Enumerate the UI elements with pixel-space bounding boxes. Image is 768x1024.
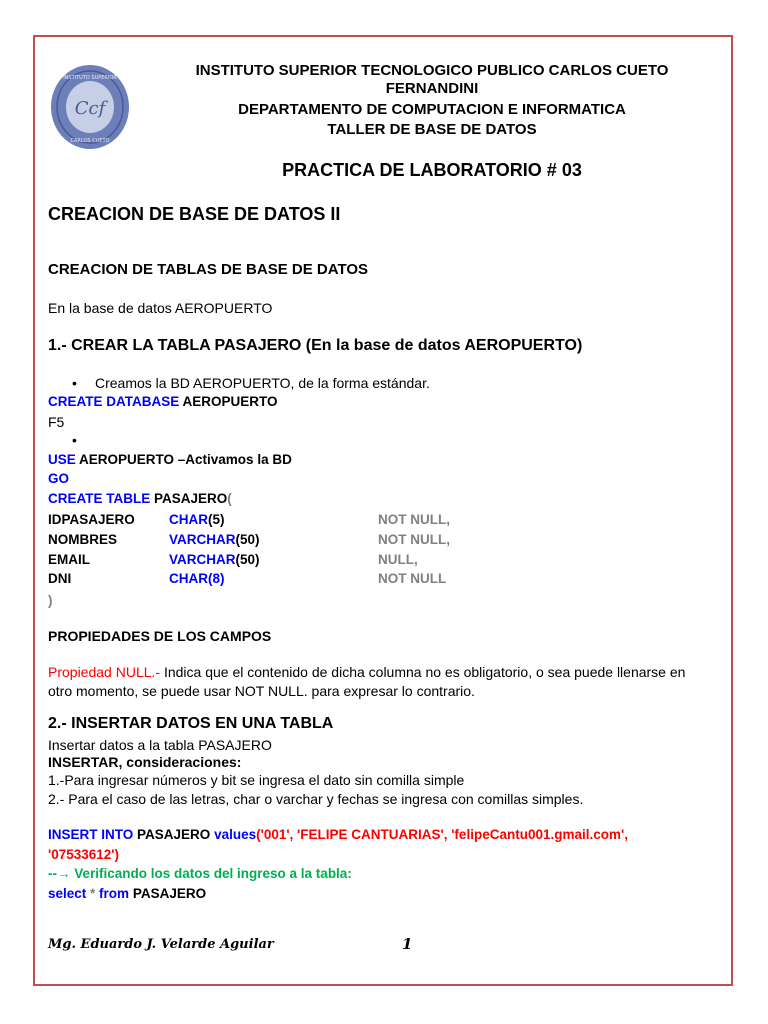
column-name: EMAIL (48, 552, 90, 567)
select-line: select * from PASAJERO (48, 886, 207, 901)
open-paren: ( (227, 491, 232, 506)
page-number: 1 (402, 935, 413, 953)
close-paren: ) (48, 593, 53, 608)
use-line (48, 452, 292, 467)
use-rest: AEROPUERTO –Activamos la BD (79, 452, 292, 467)
bullet-text: Creamos la BD AEROPUERTO, de la forma estándar. (95, 375, 430, 391)
step2-line-3: 1.-Para ingresar números y bit se ingresa el dato sin comilla simple (48, 772, 465, 788)
keyword-values: values (214, 827, 257, 842)
practice-title: PRACTICA DE LABORATORIO # 03 (282, 160, 582, 180)
column-name: NOMBRES (48, 532, 118, 547)
null-property-line-1: Propiedad NULL.- Indica que el contenido de dicha columna no es obligatorio, o sea puede llenarse en (48, 664, 686, 680)
step2-line-2: INSERTAR, consideraciones: (48, 754, 242, 770)
column-constraint: NOT NULL, (378, 512, 450, 527)
column-constraint: NOT NULL, (378, 532, 450, 547)
header-line-4: TALLER DE BASE DE DATOS (327, 121, 537, 138)
keyword-insert-into: INSERT INTO (48, 827, 134, 842)
bullet-marker-empty: • (72, 432, 77, 448)
keyword-create-table: CREATE TABLE (48, 491, 151, 506)
column-constraint: NOT NULL (378, 571, 447, 586)
column-type: VARCHAR(50) (169, 532, 260, 547)
column-type: CHAR(8) (169, 571, 225, 586)
select-table-name: PASAJERO (132, 886, 207, 901)
header-line-2: FERNANDINI (385, 80, 479, 97)
insert-line-1 (48, 827, 628, 842)
header-line-3: DEPARTAMENTO DE COMPUTACION E INFORMATICA (238, 101, 626, 118)
create-database-line (48, 394, 278, 409)
institute-logo (50, 64, 130, 150)
step2-line-4: 2.- Para el caso de las letras, char o varchar y fechas se ingresa con comillas simples. (48, 791, 584, 807)
properties-heading: PROPIEDADES DE LOS CAMPOS (48, 628, 272, 644)
keyword-go: GO (48, 471, 70, 486)
table-name: PASAJERO (154, 491, 228, 506)
step2-line-1: Insertar datos a la tabla PASAJERO (48, 737, 272, 753)
column-type: CHAR(5) (169, 512, 225, 527)
create-table-line (48, 491, 232, 506)
null-property-line-2: otro momento, se puede usar NOT NULL. para expresar lo contrario. (48, 683, 475, 699)
insert-table-name: PASAJERO (137, 827, 211, 842)
column-name: DNI (48, 571, 72, 586)
bullet-marker: • (72, 375, 77, 391)
step2-heading: 2.- INSERTAR DATOS EN UNA TABLA (48, 715, 334, 732)
section-title: CREACION DE BASE DE DATOS II (48, 204, 341, 224)
comment-line: --→ Verificando los datos del ingreso a la tabla: (48, 866, 352, 881)
column-constraint: NULL, (378, 552, 418, 567)
f5-text: F5 (48, 414, 65, 430)
column-name: IDPASAJERO (48, 512, 135, 527)
step1-heading: 1.- CREAR LA TABLA PASAJERO (En la base de datos AEROPUERTO) (48, 337, 583, 354)
keyword-from: from (99, 886, 130, 901)
intro-text: En la base de datos AEROPUERTO (48, 300, 273, 316)
svg-text:INSTITUTO SUPERIOR: INSTITUTO SUPERIOR (63, 75, 117, 81)
header-line-1: INSTITUTO SUPERIOR TECNOLOGICO PUBLICO CARLOS CUETO (195, 62, 669, 79)
database-name: AEROPUERTO (182, 394, 278, 409)
keyword-use: USE (48, 452, 76, 467)
subsection-title: CREACION DE TABLAS DE BASE DE DATOS (48, 261, 369, 278)
footer-author: Mg. Eduardo J. Velarde Aguilar (48, 937, 274, 952)
insert-values: ('001', 'FELIPE CANTUARIAS', 'felipeCantu001.gmail.com', (256, 827, 628, 842)
insert-line-2: '07533612') (48, 847, 119, 862)
null-property-label: Propiedad NULL.- (48, 664, 161, 680)
column-type: VARCHAR(50) (169, 552, 260, 567)
keyword-create-database: CREATE DATABASE (48, 394, 180, 409)
svg-text:Ccf: Ccf (74, 98, 106, 119)
keyword-select: select (48, 886, 87, 901)
svg-text:CARLOS CUETO: CARLOS CUETO (70, 138, 110, 144)
